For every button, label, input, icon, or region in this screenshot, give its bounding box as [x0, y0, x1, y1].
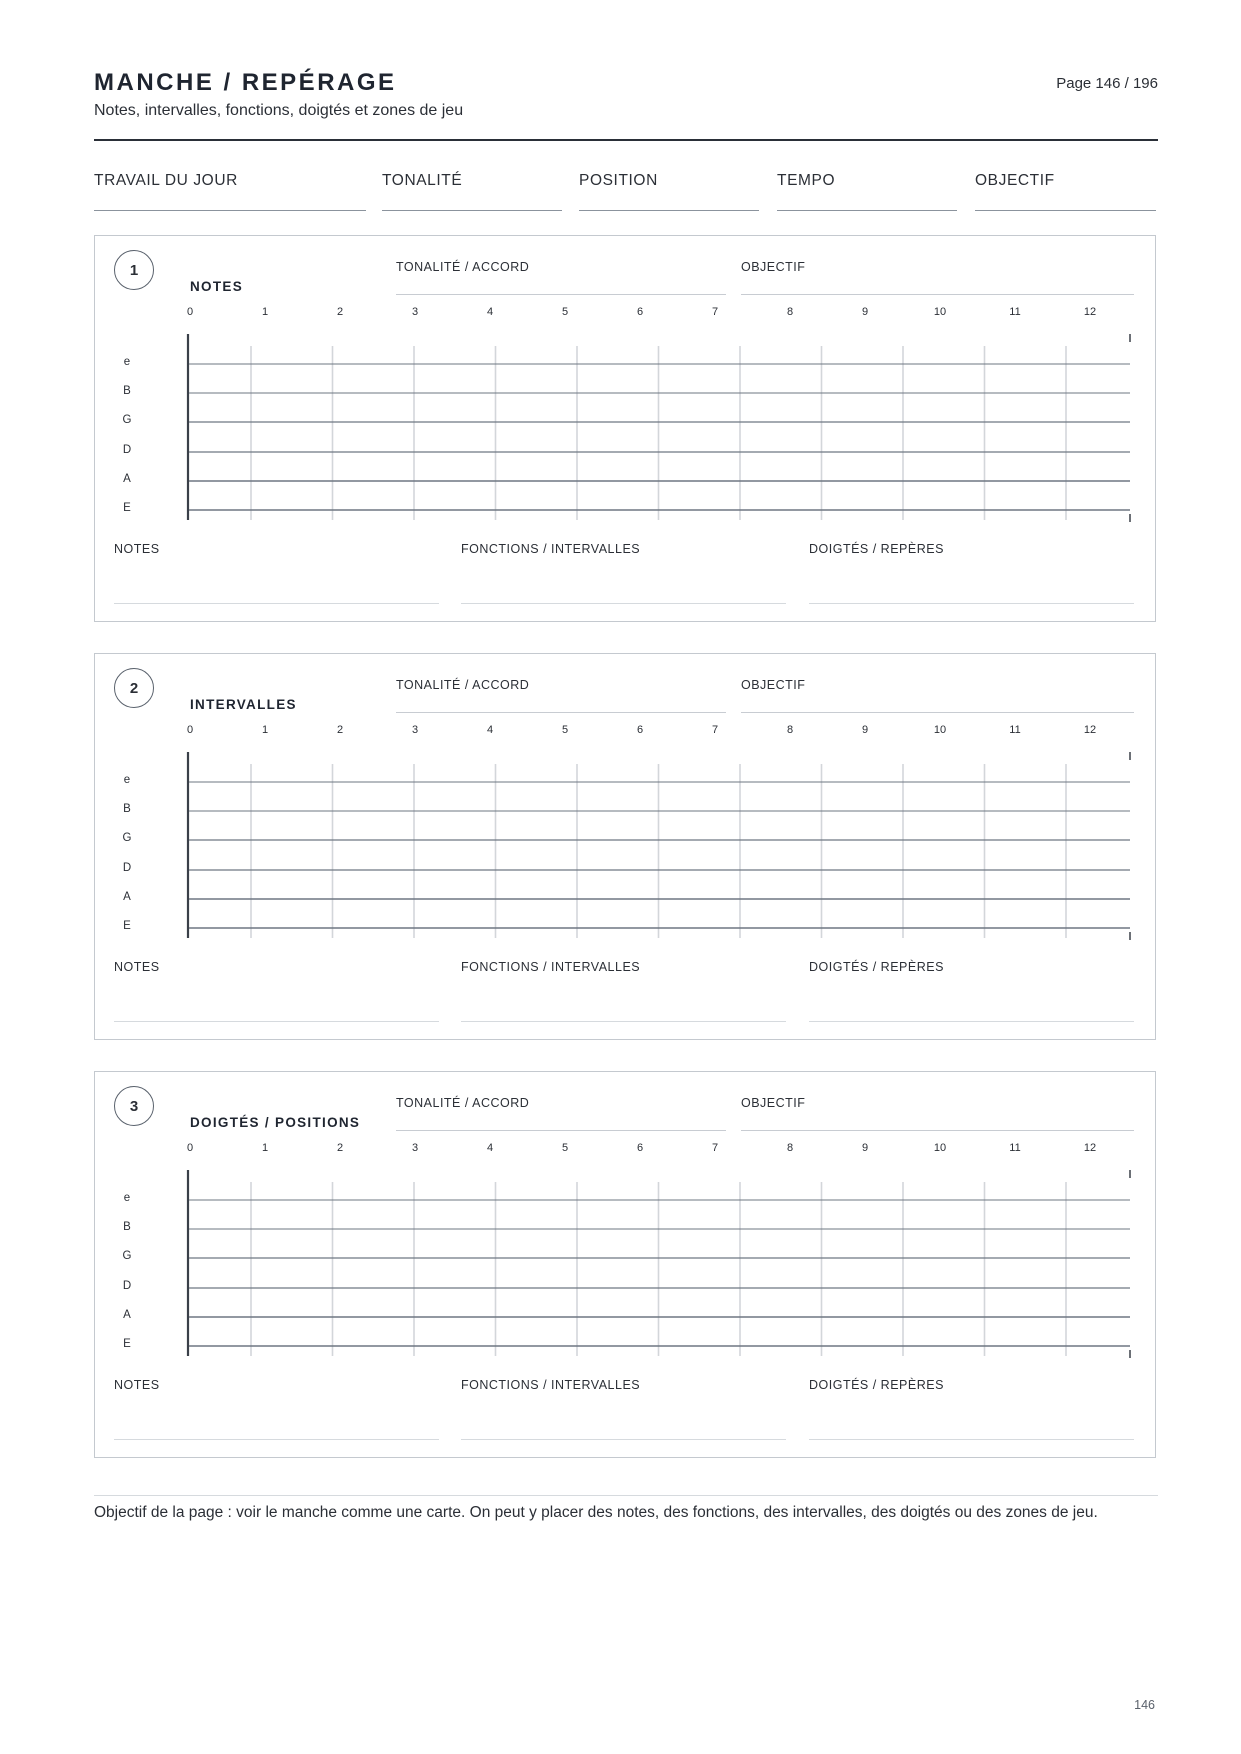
fretboard-section-3: [94, 1071, 1156, 1458]
fret-number: 10: [933, 1142, 947, 1154]
notes-label: NOTES: [114, 542, 160, 556]
notes-label: NOTES: [114, 960, 160, 974]
notes-line[interactable]: [114, 1439, 439, 1440]
notes-line[interactable]: [114, 603, 439, 604]
fret-number: 3: [411, 1142, 419, 1154]
string-label: E: [123, 1338, 131, 1350]
functions-intervals-line[interactable]: [461, 603, 786, 604]
fretboard-grid[interactable]: [155, 1170, 1135, 1360]
fret-number: 1: [261, 724, 269, 736]
fingerings-landmarks-line[interactable]: [809, 603, 1134, 604]
objective-line[interactable]: [741, 1130, 1134, 1131]
fingerings-landmarks-line[interactable]: [809, 1021, 1134, 1022]
fret-number: 9: [861, 306, 869, 318]
string-label: D: [122, 862, 132, 874]
field-tempo[interactable]: [777, 172, 957, 211]
fingerings-landmarks-label: DOIGTÉS / REPÈRES: [809, 542, 944, 556]
string-label: e: [123, 774, 131, 786]
footer-text: Objectif de la page : voir le manche comme une carte. On peut y placer des notes, des fonctions, des intervalles, des doigtés ou des zones de jeu.: [94, 1504, 1098, 1521]
functions-intervals-label: FONCTIONS / INTERVALLES: [461, 960, 641, 974]
fret-number: 0: [186, 306, 194, 318]
string-label: B: [123, 385, 131, 397]
functions-intervals-line[interactable]: [461, 1439, 786, 1440]
fret-number: 2: [336, 306, 344, 318]
fret-number: 8: [786, 1142, 794, 1154]
field-label: POSITION: [579, 172, 658, 189]
functions-intervals-line[interactable]: [461, 1021, 786, 1022]
string-label: D: [122, 1280, 132, 1292]
page-subtitle: Notes, intervalles, fonctions, doigtés et zones de jeu: [94, 102, 464, 119]
fret-number: 11: [1009, 306, 1021, 318]
string-label: D: [122, 444, 132, 456]
field-position[interactable]: [579, 172, 759, 211]
fret-number: 11: [1009, 724, 1021, 736]
fret-number: 8: [786, 306, 794, 318]
fret-number: 4: [486, 306, 494, 318]
fret-number: 3: [411, 306, 419, 318]
string-label: A: [123, 1309, 131, 1321]
page-indicator: Page 146 / 196: [1056, 75, 1158, 92]
fret-number: 12: [1083, 1142, 1097, 1154]
string-label: B: [123, 1221, 131, 1233]
section-title: NOTES: [190, 279, 244, 294]
notes-label: NOTES: [114, 1378, 160, 1392]
field-label: TRAVAIL DU JOUR: [94, 172, 238, 189]
section-number-badge: 3: [114, 1086, 154, 1126]
section-title: INTERVALLES: [190, 697, 297, 712]
key-chord-line[interactable]: [396, 712, 726, 713]
field-daily-work[interactable]: [94, 172, 366, 211]
objective-label: OBJECTIF: [741, 678, 806, 692]
string-label: e: [123, 356, 131, 368]
field-label: TEMPO: [777, 172, 836, 189]
fret-number: 0: [186, 724, 194, 736]
string-label: A: [123, 891, 131, 903]
key-chord-label: TONALITÉ / ACCORD: [396, 260, 530, 274]
functions-intervals-label: FONCTIONS / INTERVALLES: [461, 542, 641, 556]
fretboard-section-1: [94, 235, 1156, 622]
fingerings-landmarks-label: DOIGTÉS / REPÈRES: [809, 1378, 944, 1392]
fret-number: 7: [711, 1142, 719, 1154]
string-label: G: [122, 414, 132, 426]
fretboard-grid[interactable]: [155, 334, 1135, 524]
string-label: G: [122, 1250, 132, 1262]
field-key[interactable]: [382, 172, 562, 211]
key-chord-label: TONALITÉ / ACCORD: [396, 678, 530, 692]
section-number-badge: 2: [114, 668, 154, 708]
fret-number: 0: [186, 1142, 194, 1154]
fret-number: 9: [861, 724, 869, 736]
string-label: B: [123, 803, 131, 815]
string-label: E: [123, 502, 131, 514]
fret-number: 4: [486, 724, 494, 736]
fret-number: 12: [1083, 724, 1097, 736]
fret-number: 5: [561, 306, 569, 318]
fret-number: 5: [561, 1142, 569, 1154]
footer-page-number: 146: [1134, 1698, 1155, 1712]
functions-intervals-label: FONCTIONS / INTERVALLES: [461, 1378, 641, 1392]
objective-line[interactable]: [741, 294, 1134, 295]
fretboard-grid[interactable]: [155, 752, 1135, 942]
notes-line[interactable]: [114, 1021, 439, 1022]
fret-number: 2: [336, 724, 344, 736]
fingerings-landmarks-line[interactable]: [809, 1439, 1134, 1440]
fret-number: 12: [1083, 306, 1097, 318]
fret-number: 5: [561, 724, 569, 736]
page-title: MANCHE / REPÉRAGE: [94, 69, 397, 96]
section-title: DOIGTÉS / POSITIONS: [190, 1115, 361, 1130]
field-objective[interactable]: [975, 172, 1156, 211]
fret-number: 6: [636, 1142, 644, 1154]
key-chord-label: TONALITÉ / ACCORD: [396, 1096, 530, 1110]
fret-number: 10: [933, 306, 947, 318]
fingerings-landmarks-label: DOIGTÉS / REPÈRES: [809, 960, 944, 974]
section-number-badge: 1: [114, 250, 154, 290]
string-label: e: [123, 1192, 131, 1204]
fret-number: 9: [861, 1142, 869, 1154]
fret-number: 3: [411, 724, 419, 736]
string-label: E: [123, 920, 131, 932]
fret-number: 6: [636, 306, 644, 318]
fret-number: 7: [711, 306, 719, 318]
key-chord-line[interactable]: [396, 294, 726, 295]
key-chord-line[interactable]: [396, 1130, 726, 1131]
fretboard-section-2: [94, 653, 1156, 1040]
fret-number: 10: [933, 724, 947, 736]
header-rule: [94, 139, 1158, 141]
fret-number: 11: [1009, 1142, 1021, 1154]
fret-number: 2: [336, 1142, 344, 1154]
fret-number: 4: [486, 1142, 494, 1154]
fret-number: 6: [636, 724, 644, 736]
objective-line[interactable]: [741, 712, 1134, 713]
field-label: TONALITÉ: [382, 172, 463, 189]
field-label: OBJECTIF: [975, 172, 1055, 189]
fret-number: 1: [261, 1142, 269, 1154]
fret-number: 7: [711, 724, 719, 736]
fret-number: 1: [261, 306, 269, 318]
string-label: A: [123, 473, 131, 485]
footer-rule: [94, 1495, 1158, 1496]
fret-number: 8: [786, 724, 794, 736]
string-label: G: [122, 832, 132, 844]
objective-label: OBJECTIF: [741, 260, 806, 274]
objective-label: OBJECTIF: [741, 1096, 806, 1110]
